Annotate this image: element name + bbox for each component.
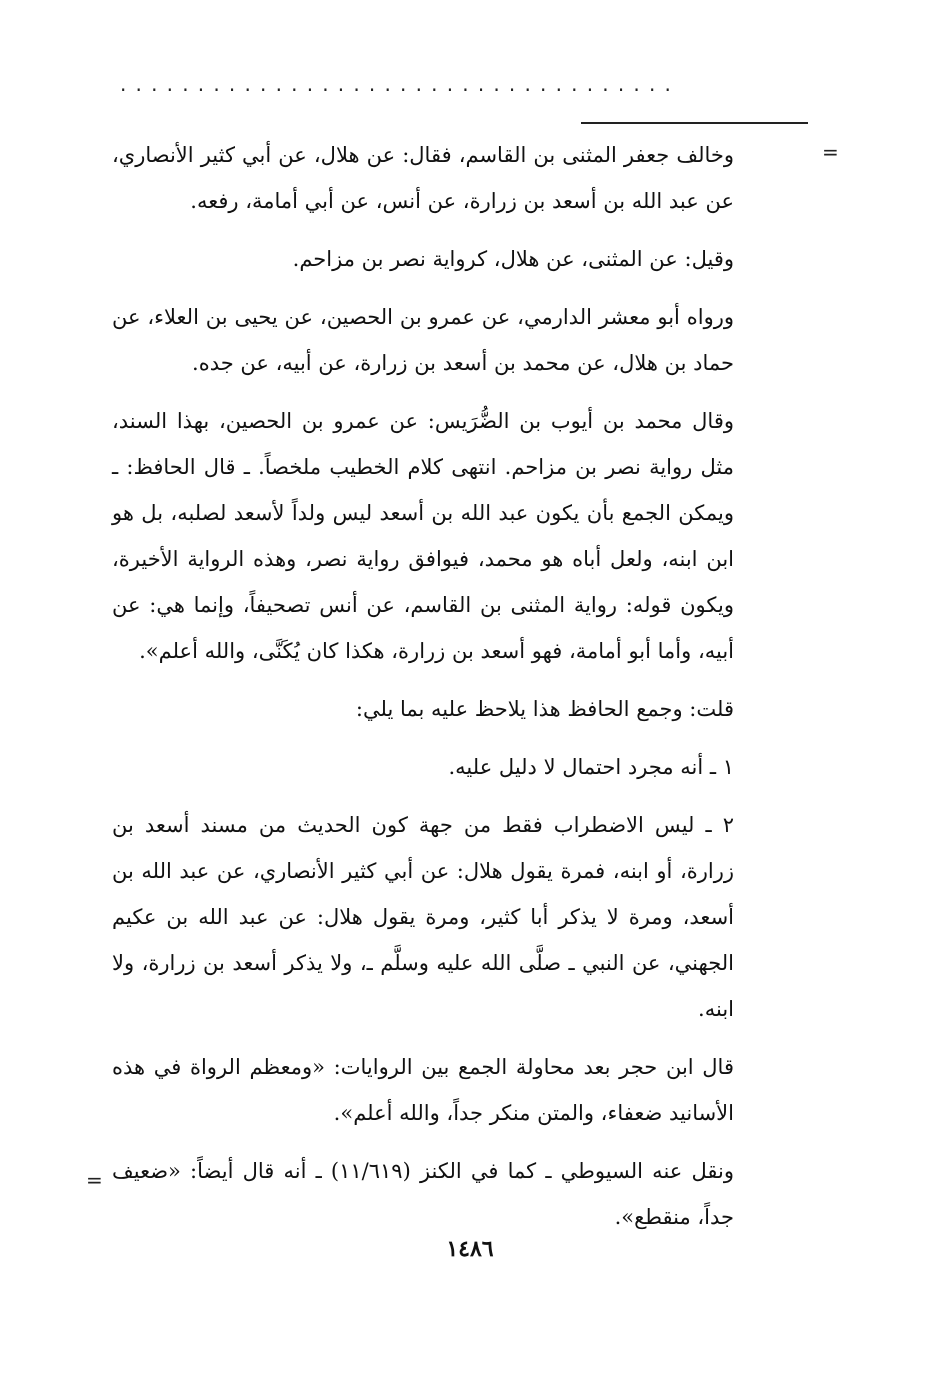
list-item-2: ٢ ـ ليس الاضطراب فقط من جهة كون الحديث من مسند أسعد بن زرارة، أو ابنه، فمرة يقول هلال: عن أبي كثير الأنصاري، عن عبد الله بن أسعد، ومرة لا يذكر أبا كثير، ومرة يقول هلال: عن عبد الله بن عكيم الجهني، عن النبي ـ صلَّى الله عليه وسلَّم ـ، ولا يذكر أسعد بن زرارة، ولا ابنه. bbox=[112, 813, 734, 1021]
paragraph-qultu: قلت: وجمع الحافظ هذا يلاحظ عليه بما يلي: bbox=[355, 697, 734, 721]
continuation-mark-bottom: = bbox=[86, 1168, 103, 1192]
paragraph-abu-mashar: ورواه أبو معشر الدارمي، عن عمرو بن الحصين، عن يحيى بن العلاء، عن حماد بن هلال، عن محمد بن أسعد بن زرارة، عن أبيه، عن جده. bbox=[112, 305, 734, 375]
footnote-text-block bbox=[112, 132, 734, 1252]
header-dotted-line: .................................... bbox=[120, 72, 681, 96]
footnote-separator-rule bbox=[581, 122, 808, 124]
paragraph-suyuti: ونقل عنه السيوطي ـ كما في الكنز (١١/٦١٩) ـ أنه قال أيضاً: «ضعيف جداً، منقطع». bbox=[112, 1159, 734, 1229]
paragraph-ibn-hajar: قال ابن حجر بعد محاولة الجمع بين الروايات: «ومعظم الرواة في هذه الأسانيد ضعفاء، والمتن منكر جداً، والله أعلم». bbox=[112, 1055, 734, 1125]
paragraph-ibn-durays: وقال محمد بن أيوب بن الضُّرَيس: عن عمرو بن الحصين، بهذا السند، مثل رواية نصر بن مزاحم. انتهى كلام الخطيب ملخصاً. ـ قال الحافظ: ـ ويمكن الجمع بأن يكون عبد الله بن أسعد ليس ولداً لأسعد لصلبه، بل هو ابن ابنه، ولعل أباه هو محمد، فيوافق رواية نصر، وهذه الرواية الأخيرة، ويكون قوله: رواية المثنى بن القاسم، عن أنس تصحيفاً، وإنما هي: عن أبيه، وأما أبو أمامة، فهو أسعد بن زرارة، هكذا كان يُكَنَّى، والله أعلم». bbox=[112, 409, 734, 663]
paragraph-jafar-variant: وخالف جعفر المثنى بن القاسم، فقال: عن هلال، عن أبي كثير الأنصاري، عن عبد الله بن أسعد بن زرارة، عن أنس، عن أبي أمامة، رفعه. bbox=[112, 143, 734, 213]
list-item-1: ١ ـ أنه مجرد احتمال لا دليل عليه. bbox=[448, 755, 734, 779]
page-number: ١٤٨٦ bbox=[446, 1236, 494, 1262]
continuation-mark-top: = bbox=[822, 140, 839, 164]
paragraph-qila: وقيل: عن المثنى، عن هلال، كرواية نصر بن مزاحم. bbox=[292, 247, 734, 271]
